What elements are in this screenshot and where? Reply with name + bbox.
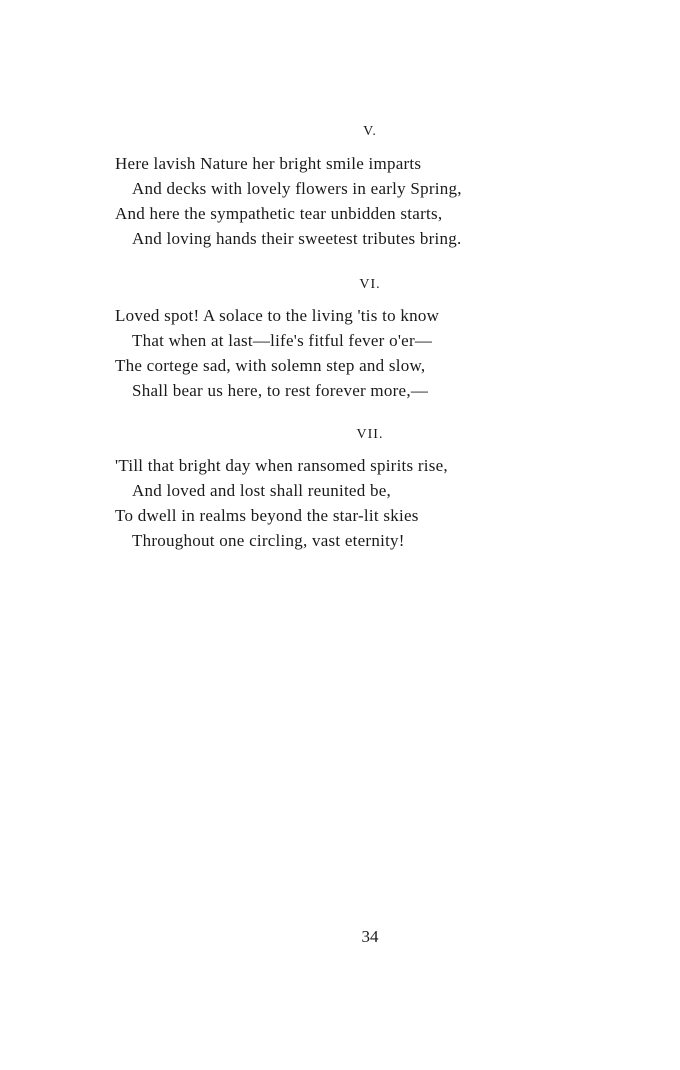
poem-line: Loved spot! A solace to the living 'tis to know (115, 306, 440, 325)
poem-line: That when at last—life's fitful fever o'er— (132, 331, 433, 350)
stanza-number-vi: VI. (359, 277, 381, 292)
poem-line: And here the sympathetic tear unbidden starts, (115, 204, 443, 223)
poem-line: Shall bear us here, to rest forever more,— (132, 381, 429, 400)
poem-line: Here lavish Nature her bright smile imparts (115, 154, 422, 173)
page-number: 34 (361, 927, 379, 946)
poem-line: Throughout one circling, vast eternity! (132, 531, 405, 550)
stanza-v (115, 151, 585, 251)
poem-line: To dwell in realms beyond the star-lit skies (115, 506, 419, 525)
stanza-number-v: V. (363, 124, 377, 139)
stanza-vi (115, 303, 585, 403)
poem-line: And loving hands their sweetest tributes bring. (132, 229, 462, 248)
poem-line: And loved and lost shall reunited be, (132, 481, 392, 500)
stanza-number-vii: VII. (356, 427, 384, 442)
stanza-vii (115, 453, 585, 553)
poem-line: The cortege sad, with solemn step and slow, (115, 356, 426, 375)
poem-line: 'Till that bright day when ransomed spirits rise, (115, 456, 448, 475)
poem-line: And decks with lovely flowers in early Spring, (132, 179, 462, 198)
